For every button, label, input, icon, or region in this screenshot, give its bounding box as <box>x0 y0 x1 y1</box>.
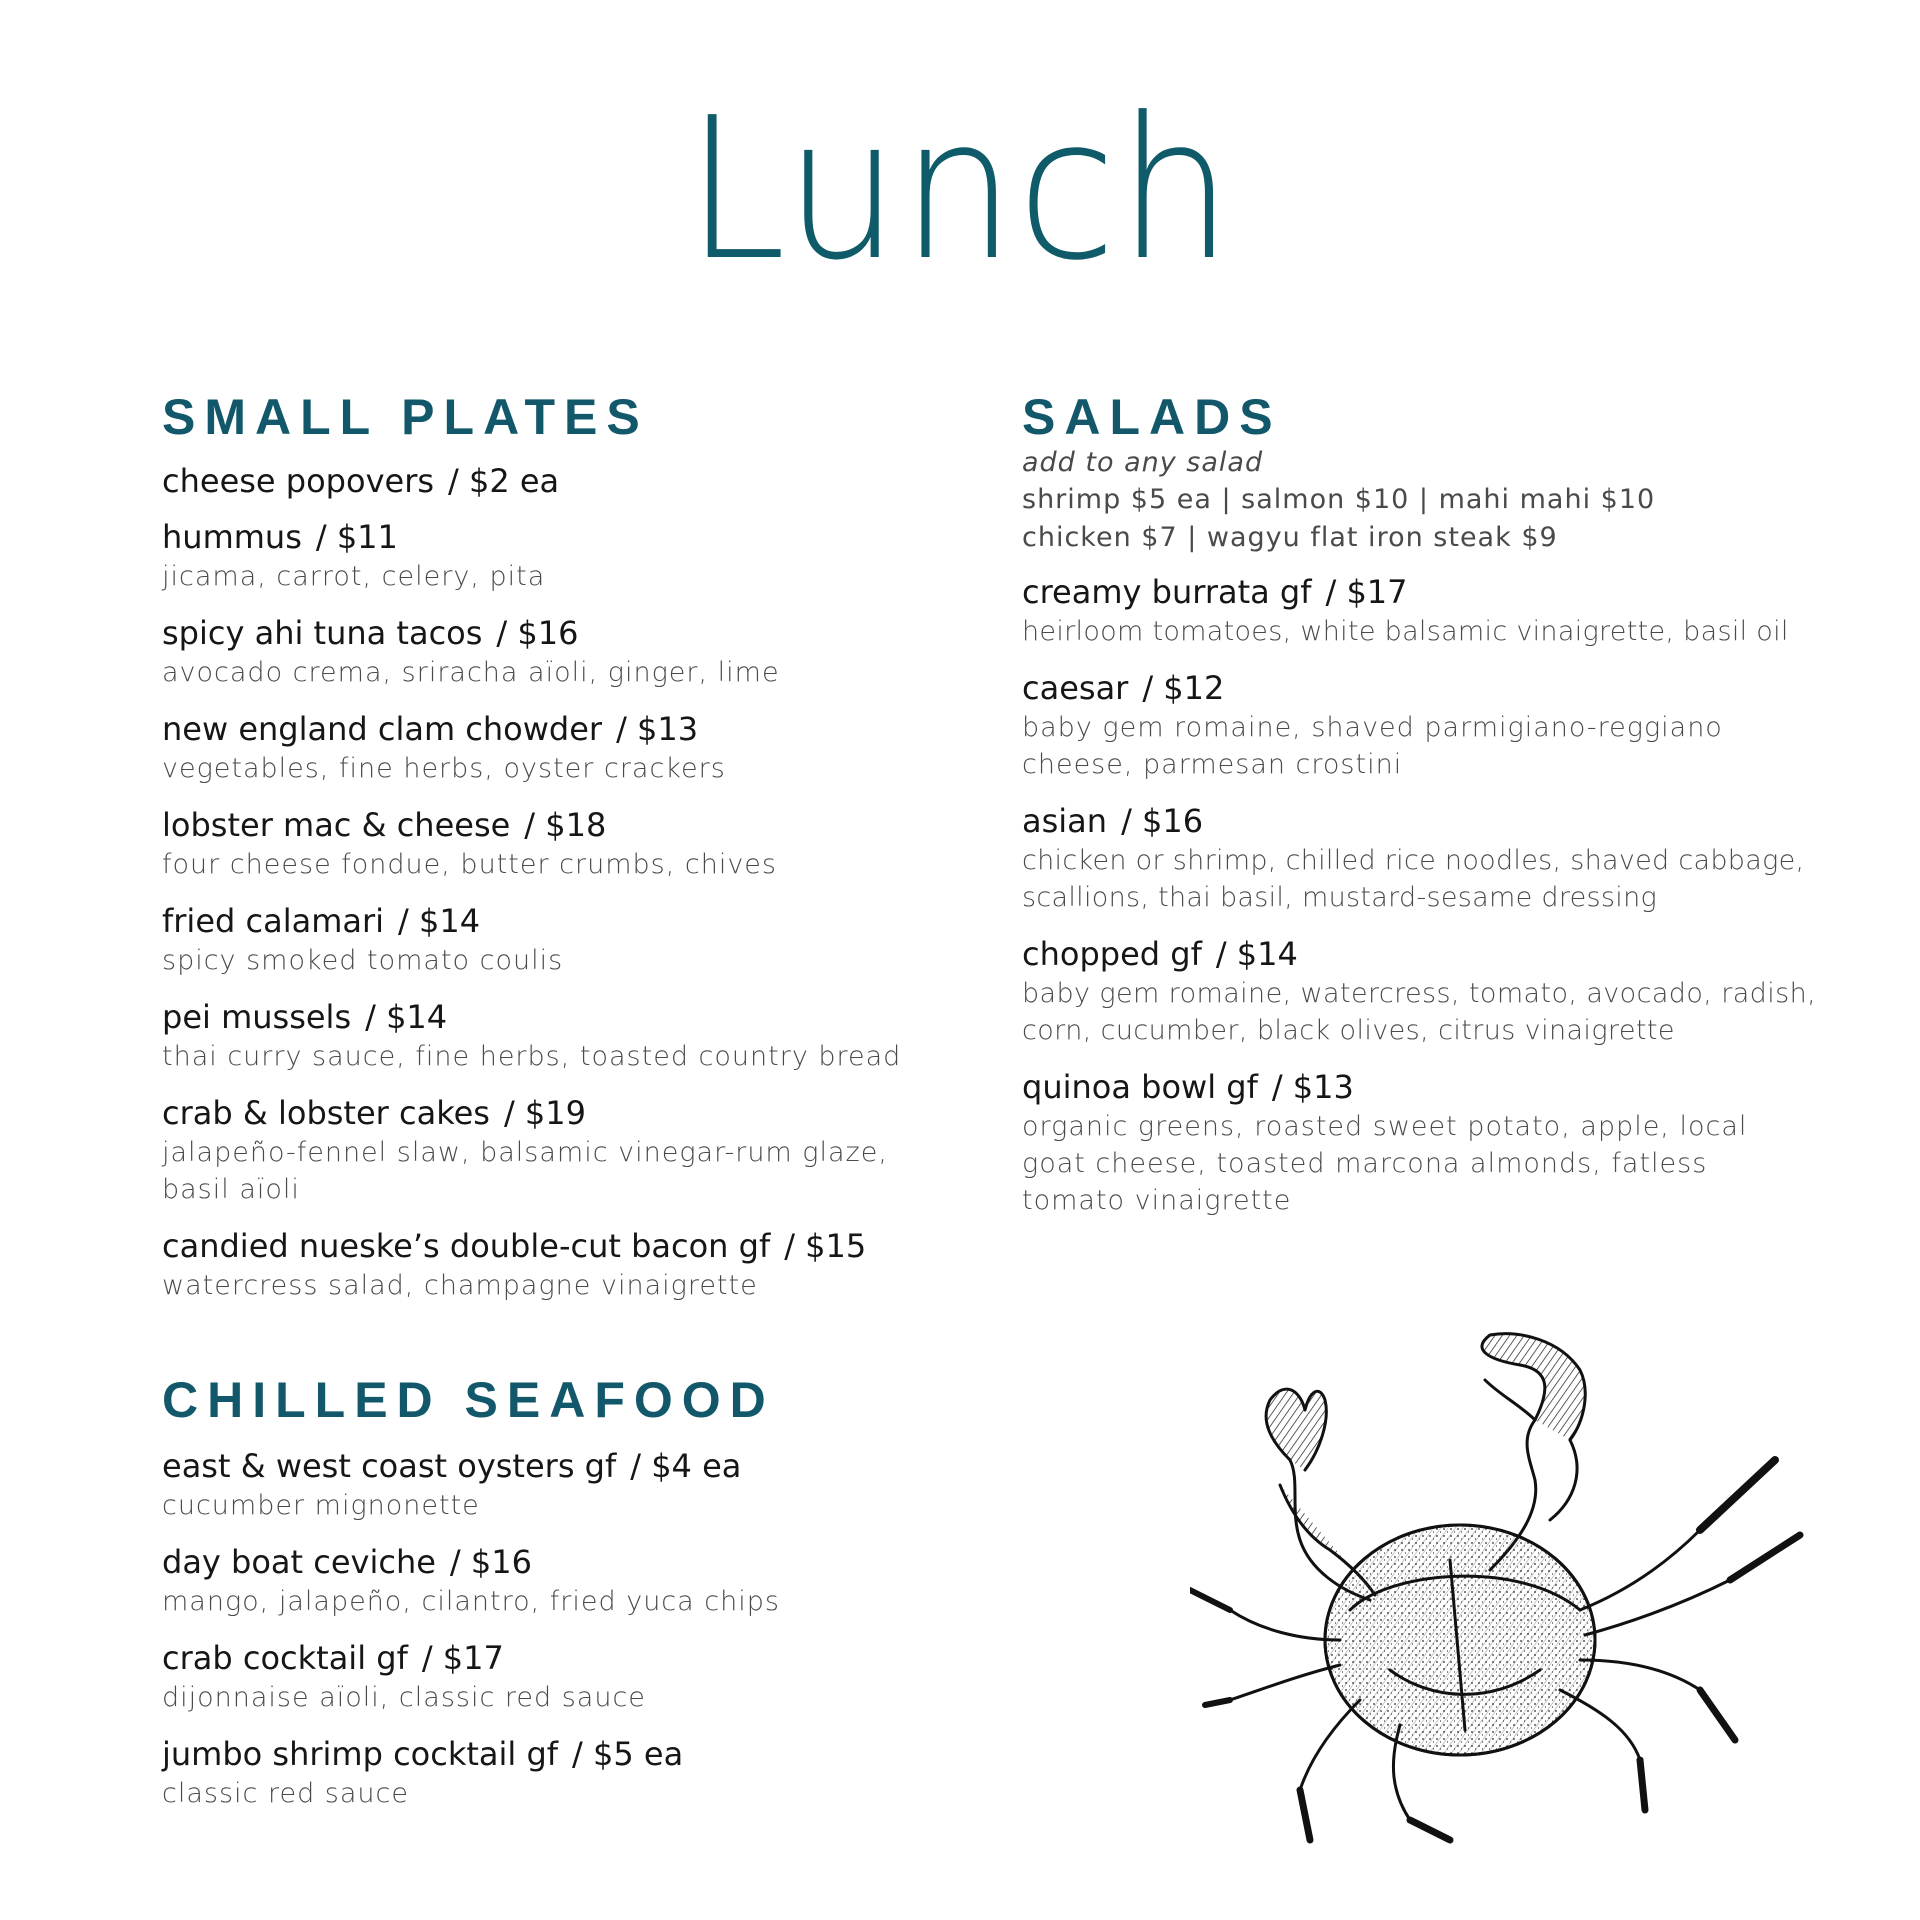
item-description: organic greens, roasted sweet potato, apple, local goat cheese, toasted marcona almonds, fatless tomato vinaigrette <box>1022 1111 1748 1216</box>
item-description: baby gem romaine, shaved parmigiano-reggiano cheese, parmesan crostini <box>1022 712 1723 780</box>
menu-item <box>162 612 962 691</box>
item-price: / $18 <box>524 806 607 844</box>
item-name: pei mussels <box>162 998 352 1036</box>
menu-item <box>162 996 962 1075</box>
item-price: / $16 <box>496 614 579 652</box>
item-price: / $2 ea <box>448 462 560 500</box>
item-description: mango, jalapeño, cilantro, fried yuca chips <box>162 1586 780 1617</box>
menu-item <box>162 900 962 979</box>
menu-item <box>1022 800 1842 916</box>
menu-item <box>1022 667 1842 783</box>
menu-item <box>162 1225 962 1304</box>
item-description: classic red sauce <box>162 1778 409 1809</box>
item-description: spicy smoked tomato coulis <box>162 945 564 976</box>
menu-item <box>162 1637 962 1716</box>
chilled-seafood-section <box>162 1372 962 1829</box>
item-price: / $17 <box>1325 573 1408 611</box>
item-description: jalapeño-fennel slaw, balsamic vinegar-rum glaze, basil aïoli <box>162 1137 888 1205</box>
menu-item <box>1022 933 1842 1049</box>
salads-section <box>1022 389 1842 1236</box>
item-name: lobster mac & cheese <box>162 806 511 844</box>
item-price: / $13 <box>616 710 699 748</box>
crab-illustration <box>1190 1310 1810 1850</box>
item-description: jicama, carrot, celery, pita <box>162 561 546 592</box>
small-plates-heading: SMALL PLATES <box>162 389 649 445</box>
item-description: heirloom tomatoes, white balsamic vinaigrette, basil oil <box>1022 616 1789 647</box>
item-price: / $14 <box>1215 935 1298 973</box>
item-name: candied nueske’s double-cut bacon gf <box>162 1227 771 1265</box>
item-description: avocado crema, sriracha aïoli, ginger, lime <box>162 657 780 688</box>
menu-item <box>162 1733 962 1812</box>
item-price: / $11 <box>315 518 398 556</box>
salad-addon-line: shrimp $5 ea | salmon $10 | mahi mahi $10 <box>1022 484 1656 515</box>
menu-item <box>162 804 962 883</box>
menu-item <box>1022 1066 1842 1219</box>
item-price: / $15 <box>784 1227 867 1265</box>
item-description: vegetables, fine herbs, oyster crackers <box>162 753 726 784</box>
menu-item <box>162 1092 962 1208</box>
menu-item <box>162 460 962 502</box>
item-description: watercress salad, champagne vinaigrette <box>162 1270 758 1301</box>
item-price: / $16 <box>449 1543 532 1581</box>
item-price: / $17 <box>421 1639 504 1677</box>
item-name: day boat ceviche <box>162 1543 436 1581</box>
item-name: asian <box>1022 802 1108 840</box>
item-name: chopped gf <box>1022 935 1202 973</box>
salad-addon-intro: add to any salad <box>1022 447 1264 478</box>
item-price: / $19 <box>503 1094 586 1132</box>
item-name: fried calamari <box>162 902 385 940</box>
menu-item <box>162 1445 962 1524</box>
salad-addon-line: chicken $7 | wagyu flat iron steak $9 <box>1022 522 1558 553</box>
item-description: baby gem romaine, watercress, tomato, avocado, radish, corn, cucumber, black olives, citrus vinaigrette <box>1022 978 1817 1046</box>
menu-item <box>162 516 962 595</box>
item-price: / $12 <box>1142 669 1225 707</box>
item-price: / $13 <box>1271 1068 1354 1106</box>
item-name: east & west coast oysters gf <box>162 1447 617 1485</box>
salads-heading: SALADS <box>1022 389 1282 445</box>
page-title: Lunch <box>685 76 1235 304</box>
menu-item <box>162 708 962 787</box>
item-description: four cheese fondue, butter crumbs, chives <box>162 849 777 880</box>
menu-item <box>1022 571 1842 650</box>
item-name: quinoa bowl gf <box>1022 1068 1258 1106</box>
item-name: caesar <box>1022 669 1129 707</box>
chilled-seafood-heading: CHILLED SEAFOOD <box>162 1372 775 1428</box>
item-price: / $16 <box>1121 802 1204 840</box>
item-price: / $14 <box>398 902 481 940</box>
menu-item <box>162 1541 962 1620</box>
item-description: thai curry sauce, fine herbs, toasted country bread <box>162 1041 902 1072</box>
item-name: crab cocktail gf <box>162 1639 408 1677</box>
item-name: hummus <box>162 518 302 556</box>
item-name: creamy burrata gf <box>1022 573 1312 611</box>
item-price: / $4 ea <box>630 1447 742 1485</box>
item-description: dijonnaise aïoli, classic red sauce <box>162 1682 646 1713</box>
item-price: / $14 <box>365 998 448 1036</box>
item-name: spicy ahi tuna tacos <box>162 614 483 652</box>
small-plates-section <box>162 389 962 1321</box>
item-name: cheese popovers <box>162 462 435 500</box>
item-description: chicken or shrimp, chilled rice noodles, shaved cabbage, scallions, thai basil, mustard-sesame dressing <box>1022 845 1805 913</box>
item-price: / $5 ea <box>572 1735 684 1773</box>
item-name: new england clam chowder <box>162 710 603 748</box>
item-name: crab & lobster cakes <box>162 1094 490 1132</box>
item-description: cucumber mignonette <box>162 1490 480 1521</box>
item-name: jumbo shrimp cocktail gf <box>162 1735 559 1773</box>
